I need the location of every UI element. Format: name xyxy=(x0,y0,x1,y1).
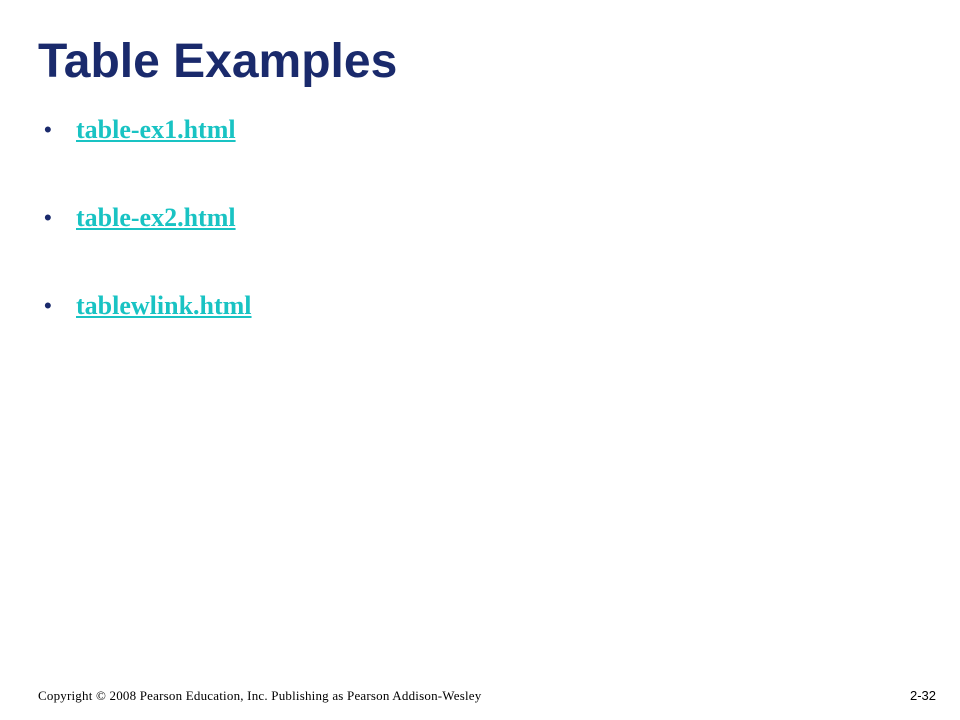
list-item xyxy=(40,198,252,238)
bullet-list xyxy=(40,110,252,374)
page-number: 2-32 xyxy=(909,688,936,703)
link-table-ex1[interactable]: table-ex1.html xyxy=(76,115,236,144)
link-table-ex2[interactable]: table-ex2.html xyxy=(76,203,236,232)
bullet-icon: • xyxy=(44,117,52,142)
footer-copyright: Copyright © 2008 Pearson Education, Inc. Publishing as Pearson Addison-Wesley xyxy=(38,688,482,703)
list-item xyxy=(40,286,252,326)
bullet-icon: • xyxy=(44,293,52,318)
bullet-icon: • xyxy=(44,205,52,230)
link-tablewlink[interactable]: tablewlink.html xyxy=(76,291,252,320)
slide-title: Table Examples xyxy=(38,35,398,88)
list-item xyxy=(40,110,252,150)
